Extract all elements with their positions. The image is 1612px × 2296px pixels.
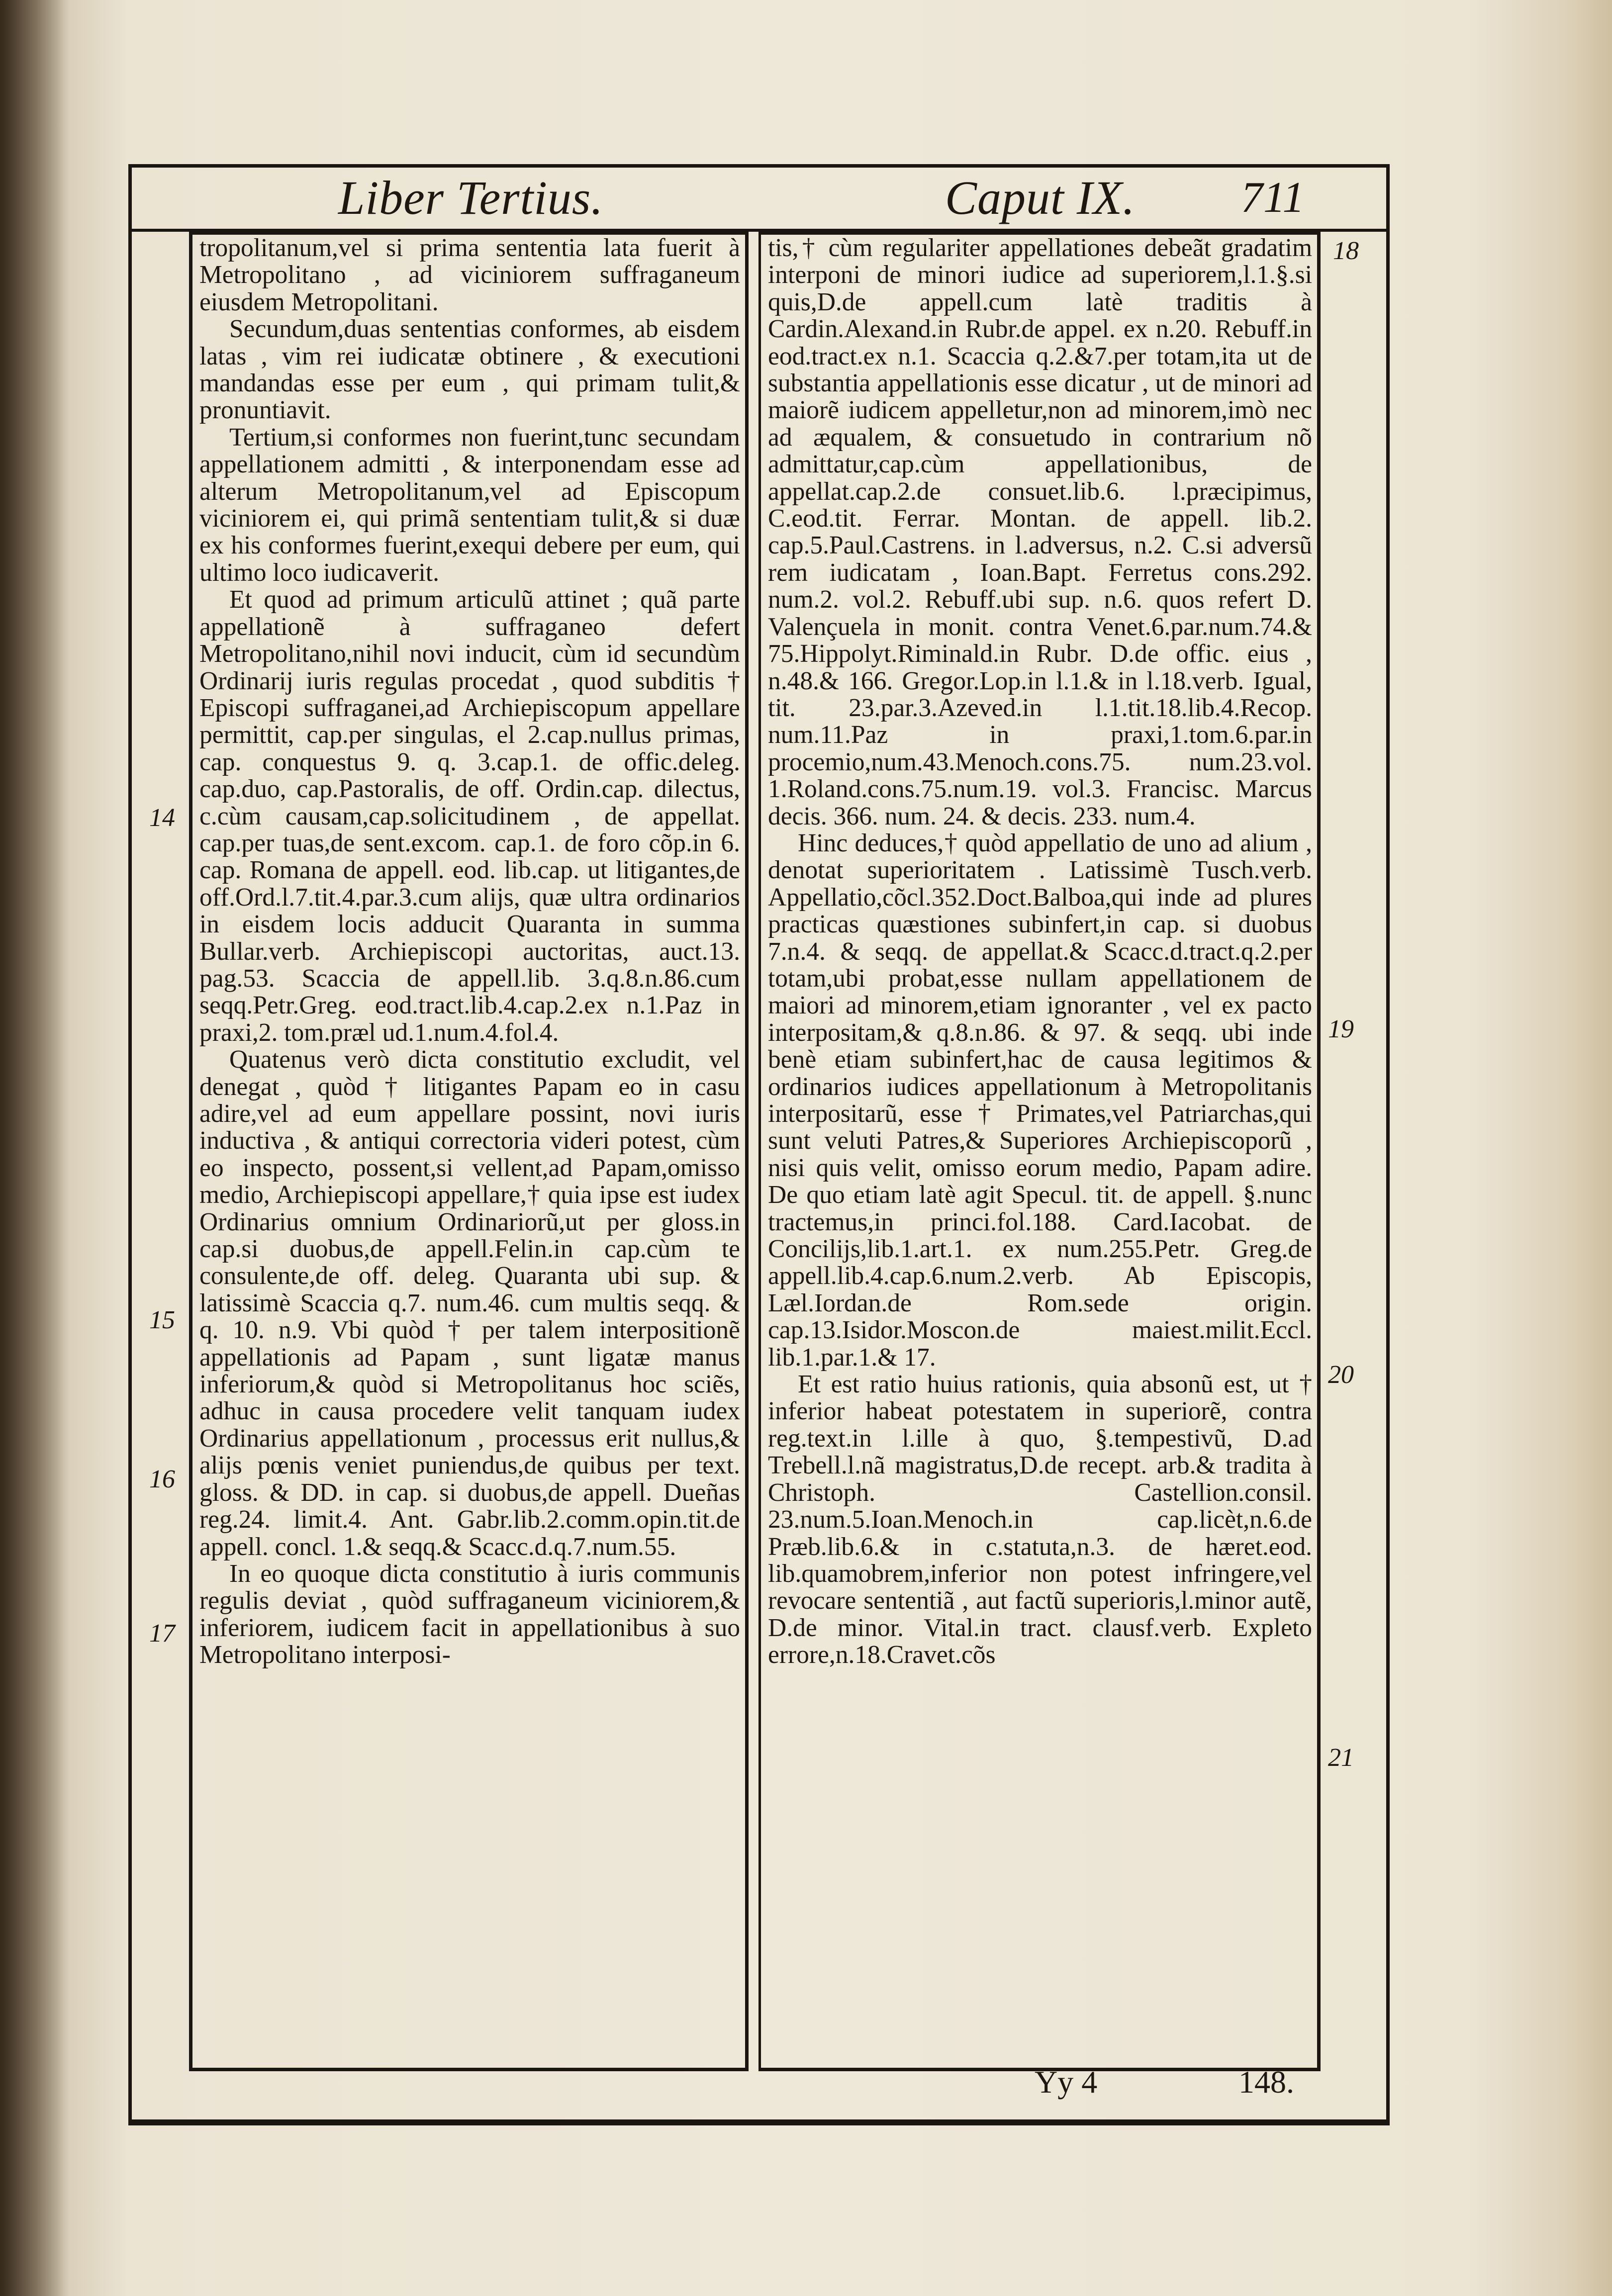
- margin-note-number: 16: [149, 1465, 175, 1493]
- paragraph: tis,† cùm regulariter appellationes debeãt gradatim interponi de minori iudice ad superiorem,l.1.§.si quis,D.de appell.cum latè traditis à Cardin.Alexand.in Rubr.de appel. ex n.20. Rebuff.in eod.tract.ex n.1. Scaccia q.2.&7.per totam,ita ut de substantia appellationis esse dicatur , ut de minori ad maiorẽ iudicem appelletur,non ad minorem,imò nec ad æqualem, & consuetudo in contrarium nõ admittatur,cap.cùm appellationibus, de appellat.cap.2.de consuet.lib.6. l.præcipimus, C.eod.tit. Ferrar. Montan. de appell. lib.2. cap.5.Paul.Castrens. in l.adversus, n.2. C.si adversũ rem iudicatam , Ioan.Bapt. Ferretus cons.292. num.2. vol.2. Rebuff.ubi sup. n.6. quos refert D. Valençuela in monit. contra Venet.6.par.num.74.& 75.Hippolyt.Riminald.in Rubr. D.de offic. eius , n.48.& 166. Gregor.Lop.in l.1.& in l.18.verb. Igual, tit. 23.par.3.Azeved.in l.1.tit.18.lib.4.Recop. num.11.Paz in praxi,1.tom.6.par.in procemio,num.43.Menoch.cons.75. num.23.vol. 1.Roland.cons.75.num.19. vol.3. Francisc. Marcus decis. 366. num. 24. & decis. 233. num.4.: [768, 234, 1312, 830]
- left-column: [189, 231, 749, 2071]
- catchword: 148.: [1238, 2064, 1294, 2100]
- left-column-text: [199, 235, 740, 1669]
- binding-shadow: [0, 0, 70, 2296]
- paragraph: Et est ratio huius rationis, quia absonũ est, ut † inferior habeat potestatem in superiorẽ, contra reg.text.in l.ille à quo, §.tempestivũ, D.ad Trebell.l.nã magistratus,D.de recept. arb.& tradita à Christoph. Castellion.consil. 23.num.5.Ioan.Menoch.in cap.licèt,n.6.de Præb.lib.6.& in c.statuta,n.3. de hæret.eod. lib.quamobrem,inferior non potest infringere,vel revocare sententiã , aut factũ superioris,l.minor autẽ, D.de minor. Vital.in tract. clausf.verb. Expleto errore,n.18.Cravet.cõs: [768, 1370, 1312, 1669]
- paragraph: In eo quoque dicta constitutio à iuris communis regulis deviat , quòd suffraganeum viciniorem,& inferiorem, iudicem facit in appellationibus à suo Metropolitano interposi-: [199, 1559, 740, 1669]
- paragraph: Tertium,si conformes non fuerint,tunc secundam appellationem admitti , & interponendam esse ad alterum Metropolitanum,vel ad Episcopum viciniorem ei, qui primã sententiam tulit,& si duæ ex his conformes fuerint,exequi debere per eum, qui ultimo loco iudicaverit.: [199, 423, 740, 587]
- right-column-text: [768, 235, 1312, 1669]
- margin-note-number: 20: [1328, 1361, 1354, 1389]
- margin-note-number: 17: [149, 1619, 175, 1648]
- margin-note-number: 21: [1328, 1744, 1354, 1772]
- paragraph: Et quod ad primum articulũ attinet ; quã parte appellationẽ à suffraganeo defert Metropolitano,nihil novi inducit, cùm id secundùm Ordinarij iuris regulas procedat , quod subditis † Episcopi suffraganei,ad Archiepiscopum appellare permittit, cap.per singulas, el 2.cap.nullus primas, cap. conquestus 9. q. 3.cap.1. de offic.deleg. cap.duo, cap.Pastoralis, de off. Ordin.cap. dilectus, c.cùm causam,cap.solicitudinem , de appellat. cap.per tuas,de sent.excom. cap.1. de foro cõp.in 6. cap. Romana de appell. eod. lib.cap. ut litigantes,de off.Ord.l.7.tit.4.par.3.cum alijs, quæ ultra ordinarios in eisdem locis adducit Quaranta in summa Bullar.verb. Archiepiscopi auctoritas, auct.13. pag.53. Scaccia de appell.lib. 3.q.8.n.86.cum seqq.Petr.Greg. eod.tract.lib.4.cap.2.ex n.1.Paz in praxi,2. tom.præl ud.1.num.4.fol.4.: [199, 585, 740, 1047]
- margin-note-number: 18: [1333, 237, 1359, 265]
- margin-note-number: 14: [149, 804, 175, 832]
- page-number: 711: [1241, 174, 1305, 222]
- paragraph: tropolitanum,vel si prima sententia lata fuerit à Metropolitano , ad viciniorem suffraganeum eiusdem Metropolitani.: [199, 234, 740, 316]
- signature-mark: Yy 4: [1035, 2064, 1098, 2100]
- margin-note-number: 19: [1328, 1015, 1354, 1043]
- paragraph: Secundum,duas sententias conformes, ab eisdem latas , vim rei iudicatæ obtinere , & executioni mandandas esse per eum , qui primam tulit,& pronuntiavit.: [199, 315, 740, 425]
- paragraph: Hinc deduces,† quòd appellatio de uno ad alium , denotat superioritatem . Latissimè Tusch.verb. Appellatio,cõcl.352.Doct.Balboa,qui inde ad plures practicas quæstiones subinfert,in cap. si duobus 7.n.4. & seqq. de appellat.& Scacc.d.tract.q.2.per totam,ubi probat,esse nullam appellationem de maiori ad minorem,etiam ignoranter , vel ex pacto interpositam,& q.8.n.86. & 97. & seqq. ubi inde benè etiam subinfert,hac de causa legitimos & ordinarios iudices appellationum à Metropolitanis interpositarũ, esse † Primates,vel Patriarchas,qui sunt veluti Patres,& Superiores Archiepiscoporũ , nisi quis velit, omisso eorum medio, Papam adire. De quo etiam latè agit Specul. tit. de appell. §.nunc tractemus,in princi.fol.188. Card.Iacobat. de Concilijs,lib.1.art.1. ex num.255.Petr. Greg.de appell.lib.4.cap.6.num.2.verb. Ab Episcopis, Læl.Iordan.de Rom.sede origin. cap.13.Isidor.Moscon.de maiest.milit.Eccl. lib.1.par.1.& 17.: [768, 828, 1312, 1372]
- margin-note-number: 15: [149, 1306, 175, 1334]
- running-head-book: Liber Tertius.: [338, 171, 604, 224]
- paragraph: Quatenus verò dicta constitutio excludit, vel denegat , quòd † litigantes Papam eo in casu adire,vel ad eum appellare possint, novi iuris inductiva , & antiqui correctoria videri potest, cùm eo inspecto, possent,si vellent,ad Papam,omisso medio, Archiepiscopi appellare,† quia ipse est iudex Ordinarius omnium Ordinariorũ,ut per gloss.in cap.si duobus,de appell.Felin.in cap.cùm te consulente,de off. deleg. Quaranta ubi sup. & latissimè Scaccia q.7. num.46. cum multis seqq. & q. 10. n.9. Vbi quòd † per talem interpositionẽ appellationis ad Papam , sunt ligatæ manus inferiorum,& quòd si Metropolitanus hoc sciẽs, adhuc in causa procedere velit tanquam iudex Ordinarius appellationum , processus erit nullus,& alijs pœnis veniet puniendus,de quibus per text. gloss. & DD. in cap. si duobus,de appell. Dueñas reg.24. limit.4. Ant. Gabr.lib.2.comm.opin.tit.de appell. concl. 1.& seqq.& Scacc.d.q.7.num.55.: [199, 1045, 740, 1561]
- footer-rule: [128, 2119, 1390, 2122]
- right-column: [759, 231, 1321, 2071]
- running-head-chapter: Caput IX.: [945, 171, 1136, 224]
